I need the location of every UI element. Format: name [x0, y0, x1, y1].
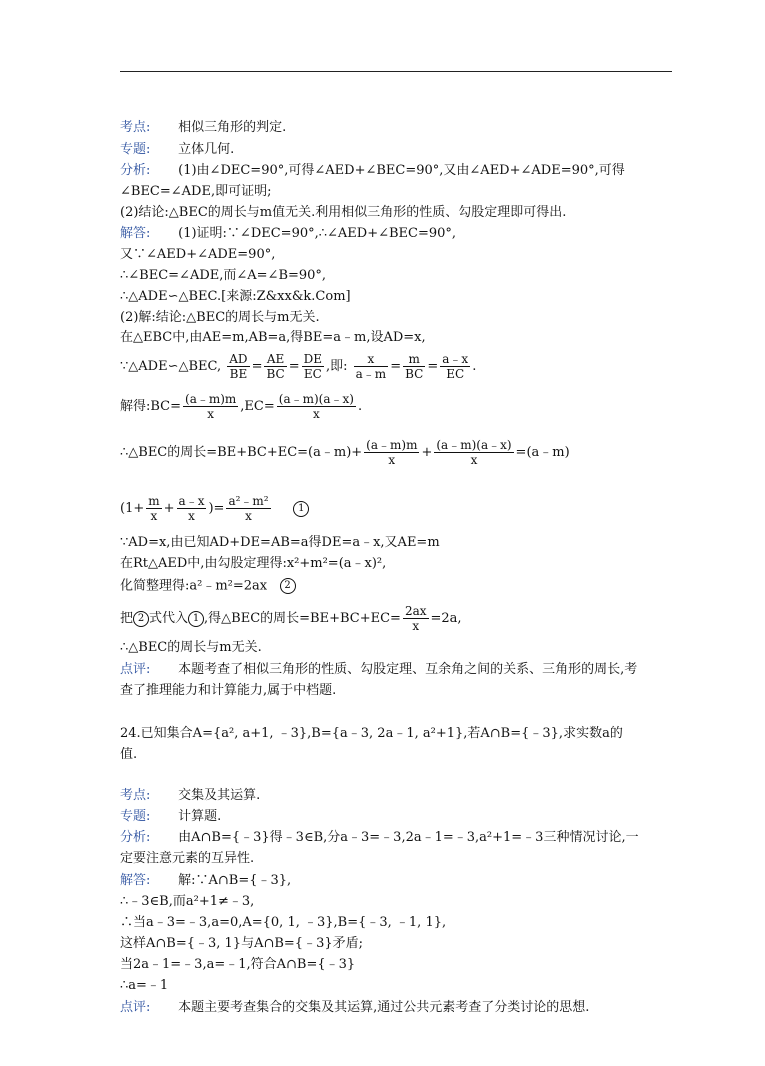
fraction-numerator: AD: [229, 352, 248, 366]
q23-jieda-l1: [120, 226, 456, 242]
q23-kaodian-text: 相似三角形的判定.: [178, 120, 287, 135]
q23-jieda-l9: [120, 438, 570, 467]
fraction-denominator: x: [312, 407, 320, 421]
fraction-numerator: (a﹣m)(a﹣x): [278, 392, 354, 406]
q24-kaodian-text: 交集及其运算.: [178, 788, 261, 803]
q24-zhuanti-text: 计算题.: [178, 809, 222, 824]
header-rule: [120, 71, 672, 72]
l9-prefix: ∴△BEC的周长=BE+BC+EC=(a﹣m)+: [120, 445, 363, 460]
q23-fenxi-l2: ∠BEC=∠ADE,即可证明;: [120, 184, 272, 199]
l10-mid: )=: [208, 501, 225, 516]
fraction-ax-x: [177, 494, 207, 523]
q24-jieda-text1: 解:∵A∩B={﹣3},: [178, 873, 292, 888]
fraction-numerator: AE: [264, 352, 286, 367]
q24-dianping-label: 点评:: [120, 1000, 151, 1015]
q23-dianping-l2: 查了推理能力和计算能力,属于中档题.: [120, 683, 337, 698]
q23-jieda-l5: (2)解:结论:△BEC的周长与m无关.: [120, 310, 320, 325]
equation-marker-1: 1: [293, 501, 309, 517]
fraction-numerator: (a﹣m)m: [366, 438, 418, 452]
fraction-term1: [364, 438, 419, 467]
q23-jieda-l6: 在△EBC中,由AE=m,AB=a,得BE=a﹣m,设AD=x,: [120, 330, 426, 345]
q23-jieda-label: 解答:: [120, 226, 151, 241]
fraction-numerator: m: [148, 494, 160, 508]
q23-jieda-l13: [120, 578, 296, 595]
l10-prefix: (1+: [120, 501, 145, 516]
l13-text: 化简整理得:a²﹣m²=2ax: [120, 578, 268, 594]
fraction-x-am: [354, 352, 389, 381]
equation-ref-1: 1: [188, 611, 204, 627]
fraction-denominator: EC: [303, 367, 322, 381]
q24-jieda-l5: 当2a﹣1=﹣3,a=﹣1,符合A∩B={﹣3}: [120, 957, 356, 972]
fraction-2ax-x: [403, 604, 429, 633]
q23-fenxi-l3: (2)结论:△BEC的周长与m值无关.利用相似三角形的性质、勾股定理即可得出.: [120, 205, 567, 220]
q24-dianping-text1: 本题主要考查集合的交集及其运算,通过公共元素考查了分类讨论的思想.: [178, 1000, 590, 1015]
q24-zhuanti-label: 专题:: [120, 809, 151, 824]
q24-jieda-l3: ∴当a﹣3=﹣3,a=0,A={0, 1, ﹣3},B={﹣3, ﹣1, 1},: [120, 915, 447, 930]
q24-jieda-l1: [120, 873, 291, 889]
l14-prefix: 把: [120, 611, 134, 626]
fraction-de-ec: [302, 352, 324, 381]
l8-prefix: 解得:BC=: [120, 399, 182, 414]
q23-dianping-label: 点评:: [120, 662, 151, 677]
q24-zhuanti: [120, 809, 221, 825]
fraction-ax-ec: [440, 352, 470, 381]
fraction-denominator: EC: [446, 367, 465, 381]
q23-fenxi-text1: (1)由∠DEC=90°,可得∠AED+∠BEC=90°,又由∠AED+∠ADE=90°,可得: [178, 163, 625, 178]
q23-jieda-l2: 又∵∠AED+∠ADE=90°,: [120, 247, 276, 262]
q23-zhuanti-label: 专题:: [120, 142, 151, 157]
q23-jieda-text1: (1)证明:∵∠DEC=90°,∴∠AED+∠BEC=90°,: [178, 226, 457, 241]
q24-jieda-label: 解答:: [120, 873, 151, 888]
fraction-a2m2-x: [226, 494, 270, 523]
fraction-numerator: (a﹣m)(a﹣x): [436, 438, 512, 452]
q24-kaodian-label: 考点:: [120, 788, 151, 803]
fraction-m-bc: [403, 352, 425, 381]
q23-jieda-l3: ∴∠BEC=∠ADE,而∠A=∠B=90°,: [120, 268, 327, 283]
fraction-denominator: x: [207, 407, 215, 421]
equation-marker-2: 2: [280, 578, 296, 594]
fraction-denominator: a﹣m: [355, 367, 387, 381]
q23-dianping-text1: 本题考查了相似三角形的性质、勾股定理、互余角之间的关系、三角形的周长,考: [178, 662, 638, 677]
l14-post: ,得△BEC的周长=BE+BC+EC=: [204, 611, 401, 626]
q23-dianping-l1: [120, 662, 637, 678]
fraction-denominator: BC: [266, 367, 285, 381]
fraction-bc-value: [183, 392, 238, 421]
fraction-numerator: a﹣x: [178, 494, 205, 508]
fraction-numerator: DE: [303, 352, 322, 366]
q23-jieda-l10: [120, 494, 309, 523]
fraction-numerator: m: [403, 352, 425, 367]
q23-fenxi-label: 分析:: [120, 163, 151, 178]
q24-kaodian: [120, 788, 260, 804]
fraction-denominator: BC: [405, 367, 424, 381]
q24-fenxi-label: 分析:: [120, 830, 151, 845]
fraction-term2: [434, 438, 513, 467]
q24-jieda-l4: 这样A∩B={﹣3, 1}与A∩B={﹣3}矛盾;: [120, 936, 363, 951]
l8-mid: ,EC=: [240, 399, 275, 414]
l14-mid: 式代入: [149, 611, 189, 626]
q23-jieda-l7: ∵△ADE∽△BEC, $\frac{AD}{BE}$ = $\frac{AE}{BC}$ = $\frac{DE}{EC}$ ,即: $\frac{x}{a﹣m}$ = $\frac{m}{BC}$ = $\frac{a﹣x}{EC}$ .: [120, 352, 477, 381]
fraction-numerator: 2ax: [404, 604, 427, 618]
fraction-numerator: a²﹣m²: [228, 494, 269, 508]
fraction-denominator: BE: [229, 367, 248, 381]
q23-zhuanti-text: 立体几何.: [178, 142, 235, 157]
fraction-ae-bc: [264, 352, 286, 381]
fraction-denominator: x: [470, 453, 478, 467]
q24-dianping: [120, 1000, 589, 1016]
fraction-ad-be: [227, 352, 249, 381]
fraction-m-x: [146, 494, 161, 523]
fraction-denominator: x: [245, 509, 252, 523]
q23-jieda-l15: ∴△BEC的周长与m无关.: [120, 640, 262, 655]
l7-mid: ,即:: [326, 359, 348, 374]
fraction-ec-value: [277, 392, 356, 421]
q23-kaodian-label: 考点:: [120, 120, 151, 135]
q23-jieda-l4: ∴△ADE∽△BEC.[来源:Z&xx&k.Com]: [120, 289, 351, 304]
fraction-denominator: x: [150, 509, 158, 523]
q24-fenxi-l1: [120, 830, 639, 846]
fraction-denominator: x: [412, 619, 420, 633]
q24-stem-l2: 值.: [120, 747, 138, 762]
q23-fenxi-l1: [120, 163, 625, 179]
fraction-numerator: (a﹣m)m: [185, 392, 237, 406]
q24-stem-l1: 24.已知集合A={a², a+1, ﹣3},B={a﹣3, 2a﹣1, a²+1},若A∩B={﹣3},求实数a的: [120, 726, 623, 741]
l7-prefix: ∵△ADE∽△BEC,: [120, 359, 222, 374]
l10-plus: +: [163, 501, 175, 516]
l9-post: =(a﹣m): [515, 445, 570, 460]
q23-zhuanti: [120, 142, 234, 158]
q24-fenxi-l2: 定要注意元素的互异性.: [120, 851, 255, 866]
q23-jieda-l11: ∵AD=x,由已知AD+DE=AB=a得DE=a﹣x,又AE=m: [120, 535, 440, 550]
q23-jieda-l8: 解得:BC= $\frac{(a﹣m)m}{x}$ ,EC= $\frac{(a﹣m)(a﹣x)}{x}$ .: [120, 392, 363, 421]
q23-jieda-l12: 在Rt△AED中,由勾股定理得:x²+m²=(a﹣x)²,: [120, 556, 387, 571]
fraction-numerator: a﹣x: [442, 352, 469, 366]
fraction-numerator: x: [354, 352, 389, 367]
equation-ref-2: 2: [133, 611, 149, 627]
l9-plus: +: [421, 445, 433, 460]
fraction-denominator: x: [188, 509, 195, 523]
q24-fenxi-text1: 由A∩B={﹣3}得﹣3∈B,分a﹣3=﹣3,2a﹣1=﹣3,a²+1=﹣3三种情况讨论,一: [178, 830, 639, 845]
q24-jieda-l2: ∴﹣3∈B,而a²+1≠﹣3,: [120, 894, 255, 909]
q24-jieda-l6: ∴a=﹣1: [120, 978, 169, 993]
fraction-denominator: x: [388, 453, 396, 467]
q23-kaodian: [120, 120, 286, 136]
q23-jieda-l14: [120, 604, 462, 633]
l14-end: =2a,: [430, 611, 462, 626]
